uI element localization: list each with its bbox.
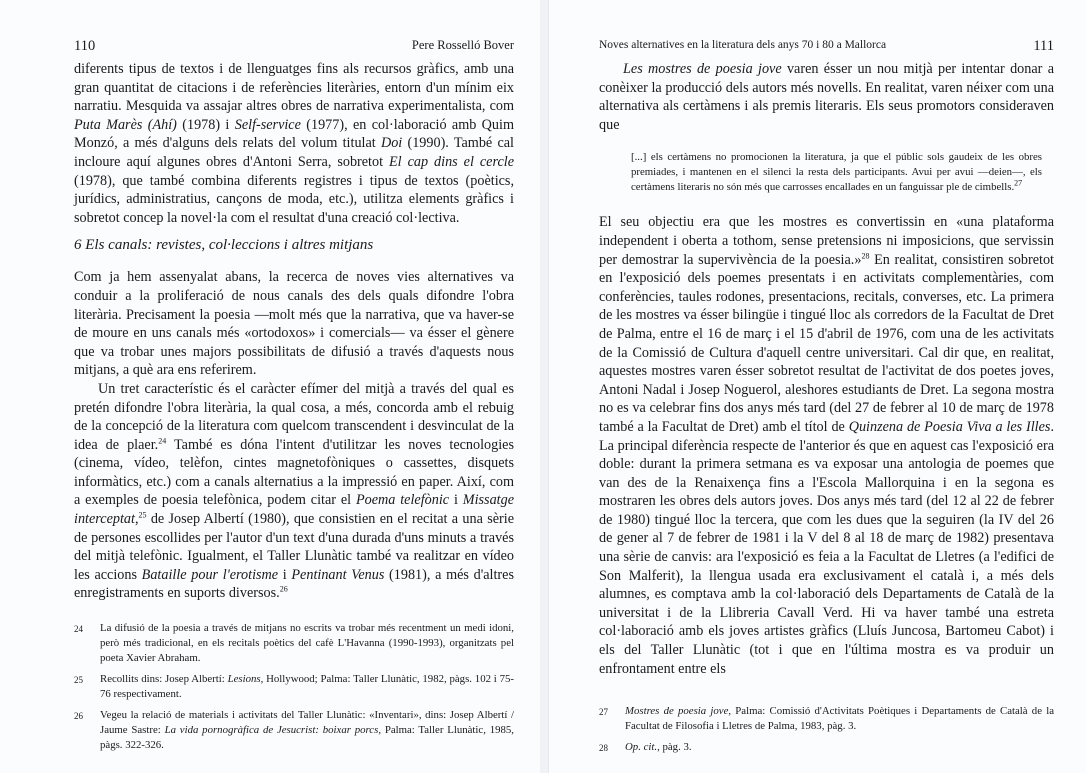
footnote-number: 26 — [74, 711, 83, 722]
footnote-text: Mostres de poesia jove, Palma: Comissió d'Activitats Poètiques i Departaments de Català de la Facultat de Filosofia i Lletres de Palma, 1983, pàg. 3. — [625, 705, 1054, 733]
paragraph: diferents tipus de textos i de llenguatges fins als recursos gràfics, amb una gran quantitat de citacions i de referències literàries, entorn d'un mínim eix narratiu. Mesquida va assajar altres obres de narrativa experimentalista, com Puta Marès (Ahí) (1978) i Self-service (1977), en col·laboració amb Quim Monzó, a més d'alguns dels relats del volum titulat Doi (1990). També cal incloure aquí algunes obres d'Antoni Serra, sobretot El cap dins el cercle (1978), que també combina diferents registres i tipus de textos (poètics, jurídics, administratius, cançons de moda, etc.), utilitza elements gràfics i sobretot concep la novel·la com el resultat d'una creació col·lectiva. — [74, 61, 514, 226]
footnote-text: Op. cit., pàg. 3. — [625, 741, 692, 754]
footnote — [599, 704, 1054, 734]
right-running-head — [599, 38, 1054, 60]
paragraph: Un tret característic és el caràcter efímer del mitjà a través del qual es pretén difondre l'obra literària, la qual cosa, a més, concorda amb el rebuig de la concepció de la literatura com quelcom transcendent i desvinculat de la idea de plaer.$^{24}$ També es dóna l'intent d'utilitzar les noves tecnologies (cinema, vídeo, telèfon, cintes magnetofòniques o cassettes, disquets informàtics, etc.) com a canals alternatius a la impressió en paper. Així, com a exemples de poesia telefònica, podem citar el Poema telefònic i Missatge interceptat,$^{25}$ de Josep Albertí (1980), que consistien en el recitat a una sèrie de persones escollides per l'autor d'un text d'una durada d'uns minuts a través del mitjà telefònic. Igualment, el Taller Llunàtic també va realitzar en vídeo les accions Bataille pour l'erotisme i Pentinant Venus (1981), a més d'altres enregistraments en suports diversos.$^{26}$ — [74, 380, 515, 602]
footnote — [74, 672, 514, 702]
footnote-number: 25 — [74, 675, 83, 686]
footnotes — [74, 621, 514, 753]
running-head-author: Pere Rosselló Bover — [411, 38, 514, 52]
paragraph: El seu objectiu era que les mostres es convertissin en «una plataforma independent i oberta a tothom, sense pretensions ni imposicions, que servissin per demostrar la supervivència de la poesia.»$^{28}$ En realitat, consistiren sobretot en l'exposició dels poemes presentats i en activitats complementàries, com conferències, taules rodones, presentacions, recitals, converses, etc. La primera de les mostres va ésser bilingüe i tingué lloc als corredors de la Facultat de Dret de Palma, entre el 16 de març i el 15 d'abril de 1976, com una de les activitats de la Comissió de Cultura d'aquell centre universitari. Cal dir que, en realitat, aquestes mostres varen ésser sobretot resultat de l'activitat de dos poetes joves, Antoni Nadal i Josep Noguerol, aleshores estudiants de Dret. La segona mostra no es va celebrar fins dos anys més tard (del 27 de febrer al 10 de març de 1978 també a la Facultat de Dret) amb el títol de Quinzena de Poesia Viva a les Illes. La principal diferència respecte de l'anterior és que en aquest cas l'exposició era doble: durant la primera setmana es va exposar una antologia de poemes que van des de la Renaixença fins a l'Escola Mallorquina i en la segona es mostraren les obres dels autors joves. Dos anys més tard (del 12 al 22 de febrer de 1980) tingué lloc la tercera, que com les dues que la seguiren (la IV del 26 de gener al 7 de febrer de 1981 i la V del 8 al 18 de març de 1982) presentava una sèrie de canvis: ara l'exposició es feia a la Facultat de Lletres (a l'edifici de Son Malferit), la llengua usada era exclusivament el català i, a més dels alumnes, es comptava amb la col·laboració dels Departaments de Català de la universitat i de la Llibreria Cavall Verd. Hi va haver també una estreta col·laboració amb els joves artistes gràfics (Lluís Juncosa, Bartomeu Cabot) i els del Taller Llunàtic (tot i que en l'última mostra es va produir un enfrontament entre els — [599, 214, 1054, 677]
footnote-ref: 26 — [279, 584, 288, 594]
block-quote: [...] els certàmens no promocionen la literatura, ja que el públic sols gaudeix de les obres premiades, i mantenen en el silenci la resta dels participants. Avui per avui —deien—, els certàmens literaris no són més que carrosses encallades en un fanguissar ple de cimbells.$^{27}$ — [631, 151, 1042, 194]
section-heading: 6 Els canals: revistes, col·leccions i altres mitjans — [74, 237, 374, 254]
footnote-number: 27 — [599, 707, 608, 718]
right-page — [548, 0, 1086, 773]
footnote-ref: 25 — [138, 510, 147, 520]
paragraph: Les mostres de poesia jove varen ésser un nou mitjà per intentar donar a conèixer la producció dels autors més novells. En realitat, varen néixer com una alternativa als certàmens i als premis literaris. Els seus promotors consideraven que — [599, 61, 1054, 133]
footnote-text: Vegeu la relació de materials i activitats del Taller Llunàtic: «Inventari», dins: Josep Albertí / Jaume Sastre: La vida pornogràfica de Jesucrist: boixar porcs, Palma: Taller Llunàtic, 1985, pàgs. 322-326. — [100, 709, 514, 752]
footnote-text: Recollits dins: Josep Albertí: Lesions, Hollywood; Palma: Taller Llunàtic, 1982, pàgs. 102 i 75-76 respectivament. — [100, 673, 514, 701]
paragraph: Com ja hem assenyalat abans, la recerca de noves vies alternatives va conduir a la proliferació de nous canals des dels quals difondre l'obra literària. Precisament la poesia —molt més que la narrativa, que va haver-se de moure en uns canals més «ortodoxos» i comercials— va ésser el gènere que va trobar unes majors possibilitats de difusió a través d'aquests nous mitjans, a què ara ens referirem. — [74, 269, 514, 379]
footnote — [74, 621, 514, 666]
page-number: 110 — [74, 38, 96, 54]
footnote — [74, 708, 514, 753]
running-head-title: Noves alternatives en la literatura dels anys 70 i 80 a Mallorca — [599, 39, 887, 51]
left-running-head — [74, 38, 514, 60]
page-number: 111 — [1033, 38, 1054, 54]
footnote — [599, 740, 1054, 756]
footnotes — [599, 704, 1054, 756]
footnote-ref: 24 — [158, 435, 167, 445]
left-page — [0, 0, 540, 773]
footnote-number: 28 — [599, 743, 608, 754]
book-gutter — [540, 0, 548, 773]
footnote-ref: 27 — [1014, 178, 1023, 188]
footnote-ref: 28 — [861, 250, 870, 260]
footnote-text: La difusió de la poesia a través de mitjans no escrits va trobar més recentment un medi idoni, però més tradicional, en els recitals poètics del cafè L'Havanna (1990-1993), organitzats pel poeta Xavier Abraham. — [100, 622, 514, 665]
footnote-number: 24 — [74, 624, 83, 635]
